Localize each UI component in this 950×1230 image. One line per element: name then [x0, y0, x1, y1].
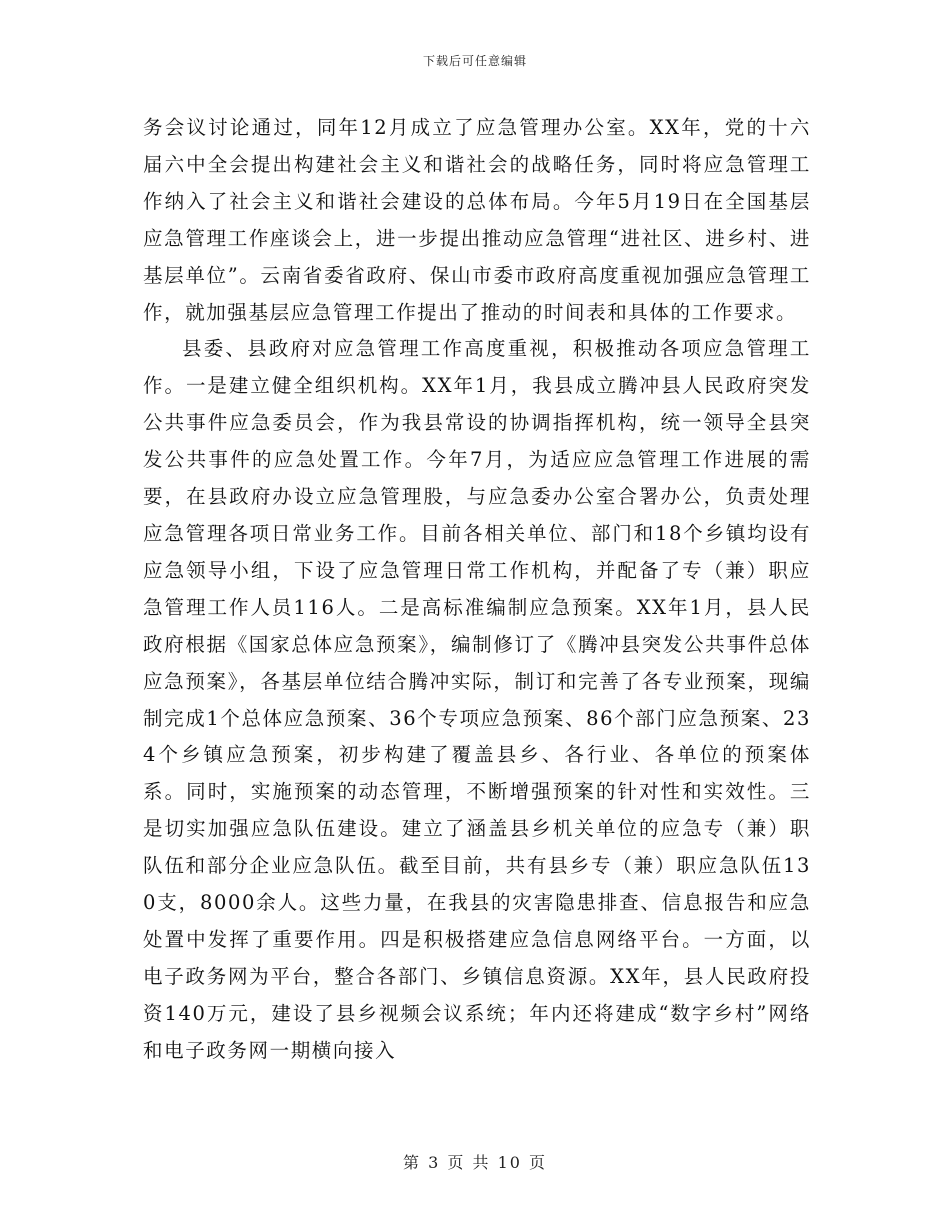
footer-label-page-unit: 页 — [447, 1153, 466, 1172]
body-paragraph-2: 县委、县政府对应急管理工作高度重视，积极推动各项应急管理工作。一是建立健全组织机构。XX年1月，我县成立腾冲县人民政府突发公共事件应急委员会，作为我县常设的协调指挥机构，统一领导全县突发公共事件的应急处置工作。今年7月，为适应应急管理工作进展的需要，在县政府办设立应急管理股，与应急委办公室合署办公，负责处理应急管理各项日常业务工作。目前各相关单位、部门和18个乡镇均设有应急领导小组，下设了应急管理日常工作机构，并配备了专（兼）职应急管理工作人员116人。二是高标准编制应急预案。XX年1月，县人民政府根据《国家总体应急预案》，编制修订了《腾冲县突发公共事件总体应急预案》，各基层单位结合腾冲实际，制订和完善了各专业预案，现编制完成1个总体应急预案、36个专项应急预案、86个部门应急预案、234个乡镇应急预案，初步构建了覆盖县乡、各行业、各单位的预案体系。同时，实施预案的动态管理，不断增强预案的针对性和实效性。三是切实加强应急队伍建设。建立了涵盖县乡机关单位的应急专（兼）职队伍和部分企业应急队伍。截至目前，共有县乡专（兼）职应急队伍130支，8000余人。这些力量，在我县的灾害隐患排查、信息报告和应急处置中发挥了重要作用。四是积极搭建应急信息网络平台。一方面，以电子政务网为平台，整合各部门、乡镇信息资源。XX年，县人民政府投资140万元，建设了县乡视频会议系统；年内还将建成“数字乡村”网络和电子政务网一期横向接入 — [143, 337, 811, 1062]
page-header-note: 下载后可任意编辑 — [422, 54, 527, 68]
document-body — [143, 110, 811, 1070]
footer-label-total-unit: 页 — [529, 1153, 548, 1172]
footer-current-page: 3 — [428, 1153, 441, 1172]
footer-label-total: 共 — [472, 1153, 491, 1172]
page-footer — [0, 1153, 950, 1173]
body-paragraph-1: 务会议讨论通过，同年12月成立了应急管理办公室。XX年，党的十六届六中全会提出构建社会主义和谐社会的战略任务，同时将应急管理工作纳入了社会主义和谐社会建设的总体布局。今年5月19日在全国基层应急管理工作座谈会上，进一步提出推动应急管理“进社区、进乡村、进基层单位”。云南省委省政府、保山市委市政府高度重视加强应急管理工作，就加强基层应急管理工作提出了推动的时间表和具体的工作要求。 — [143, 116, 811, 324]
footer-total-pages: 10 — [497, 1153, 522, 1172]
footer-label-page: 第 — [402, 1153, 421, 1172]
